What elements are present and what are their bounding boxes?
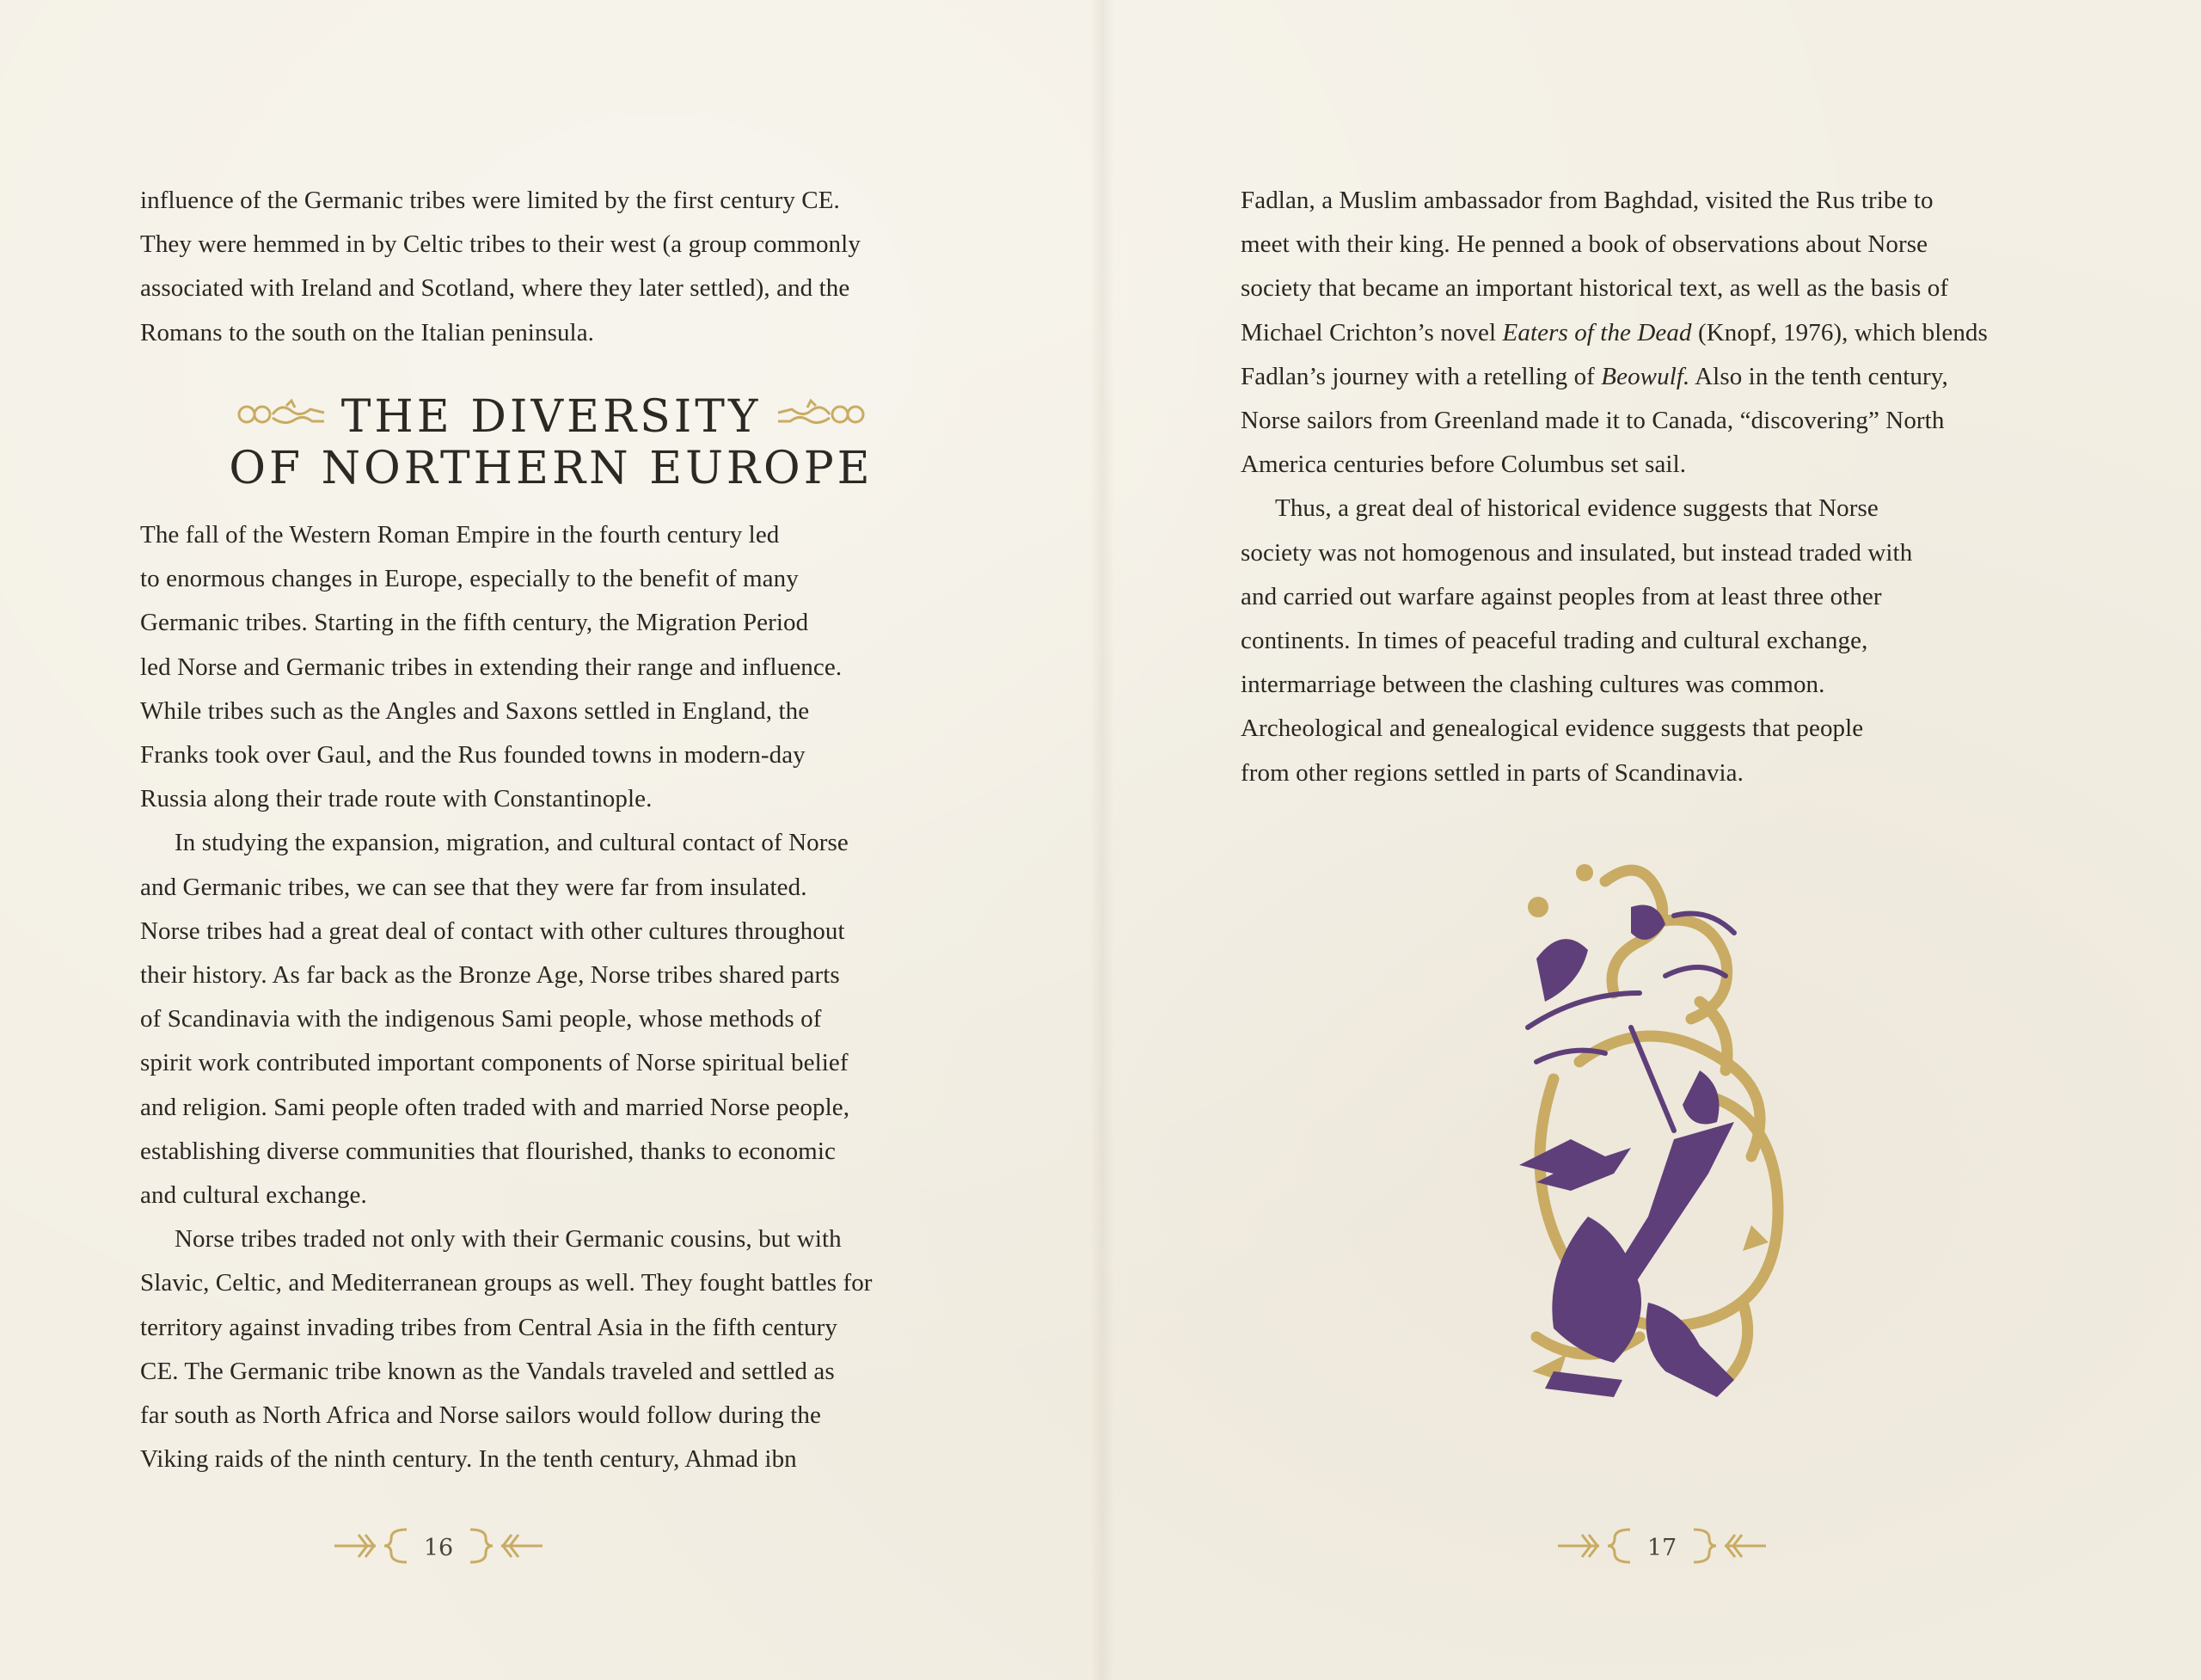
paragraph-3 bbox=[140, 1217, 1000, 1481]
text-line: and religion. Sami people often traded with and married Norse people, bbox=[140, 1093, 850, 1121]
fleuron-left-icon bbox=[333, 1524, 410, 1572]
paragraph-1 bbox=[140, 513, 1000, 821]
text-line: influence of the Germanic tribes were limited by the first century CE. bbox=[140, 187, 840, 214]
text-line: Norse tribes traded not only with their Germanic cousins, but with bbox=[175, 1225, 842, 1254]
text-line: to enormous changes in Europe, especially to the benefit of many bbox=[140, 565, 799, 593]
heading-line-1: THE DIVERSITY bbox=[340, 391, 762, 443]
text-line: Archeological and genealogical evidence suggests that people bbox=[1241, 714, 1864, 743]
text-line: from other regions settled in parts of Scandinavia. bbox=[1241, 758, 1744, 787]
text-line: society was not homogenous and insulated, but instead traded with bbox=[1241, 538, 1913, 567]
left-body-text bbox=[140, 513, 1000, 1481]
text-line: spirit work contributed important components of Norse spiritual belief bbox=[140, 1049, 849, 1077]
fleuron-right-icon bbox=[467, 1524, 544, 1572]
heading-line-2: OF NORTHERN EUROPE bbox=[229, 443, 874, 494]
page-number-footer bbox=[327, 1522, 550, 1573]
right-page bbox=[1100, 0, 2201, 1680]
text-line: America centuries before Columbus set sail. bbox=[1241, 451, 1687, 479]
paragraph-2 bbox=[140, 821, 1000, 1217]
text-line: and cultural exchange. bbox=[140, 1181, 367, 1210]
text-line: Germanic tribes. Starting in the fifth century, the Migration Period bbox=[140, 609, 809, 637]
text-line: far south as North Africa and Norse sailors would follow during the bbox=[140, 1401, 821, 1430]
text-line: Thus, a great deal of historical evidence suggests that Norse bbox=[1275, 494, 1879, 523]
text-line: Norse sailors from Greenland made it to Canada, “discovering” North bbox=[1241, 407, 1945, 435]
text-line: Franks took over Gaul, and the Rus founded towns in modern-day bbox=[140, 741, 806, 769]
text-line: of Scandinavia with the indigenous Sami people, whose methods of bbox=[140, 1005, 822, 1033]
text-run: Fadlan’s journey with a retelling of bbox=[1241, 362, 1602, 390]
poem-title-italic: Beowulf. bbox=[1601, 362, 1690, 390]
book-title-italic: Eaters of the Dead bbox=[1502, 318, 1692, 346]
text-run: Also in the tenth century, bbox=[1689, 362, 1948, 390]
text-line: Romans to the south on the Italian peninsula. bbox=[140, 318, 595, 346]
text-line: and Germanic tribes, we can see that they were far from insulated. bbox=[140, 873, 807, 901]
text-line: In studying the expansion, migration, and cultural contact of Norse bbox=[175, 829, 849, 857]
intro-paragraph bbox=[140, 179, 1000, 355]
text-line: Russia along their trade route with Constantinople. bbox=[140, 785, 653, 813]
text-line: Viking raids of the ninth century. In the tenth century, Ahmad ibn bbox=[140, 1445, 797, 1474]
text-line: intermarriage between the clashing cultures was common. bbox=[1241, 671, 1825, 699]
text-line: The fall of the Western Roman Empire in the fourth century led bbox=[140, 521, 780, 549]
right-body-text bbox=[1241, 179, 2100, 795]
text-line: and carried out warfare against peoples from at least three other bbox=[1241, 582, 1882, 610]
text-run: (Knopf, 1976), which blends bbox=[1691, 318, 1988, 346]
knotwork-ornament-right-icon bbox=[773, 391, 868, 443]
text-line: territory against invading tribes from Central Asia in the fifth century bbox=[140, 1313, 837, 1341]
text-line: They were hemmed in by Celtic tribes to their west (a group commonly bbox=[140, 230, 861, 259]
text-line: establishing diverse communities that flourished, thanks to economic bbox=[140, 1137, 836, 1165]
text-line: Norse tribes had a great deal of contact with other cultures throughout bbox=[140, 917, 845, 945]
fleuron-right-icon bbox=[1690, 1524, 1768, 1572]
text-line: continents. In times of peaceful trading and cultural exchange, bbox=[1241, 627, 1868, 655]
fleuron-left-icon bbox=[1556, 1524, 1634, 1572]
paragraph-2 bbox=[1241, 487, 2100, 794]
left-page bbox=[0, 0, 1100, 1680]
text-line: CE. The Germanic tribe known as the Vandals traveled and settled as bbox=[140, 1357, 835, 1385]
page-number: 17 bbox=[1646, 1534, 1677, 1561]
text-line: meet with their king. He penned a book of observations about Norse bbox=[1241, 230, 1928, 259]
text-line bbox=[1241, 355, 2100, 399]
norse-knotwork-illustration bbox=[1502, 855, 1794, 1444]
text-line: led Norse and Germanic tribes in extending their range and influence. bbox=[140, 653, 843, 681]
text-line: Fadlan, a Muslim ambassador from Baghdad, visited the Rus tribe to bbox=[1241, 187, 1934, 214]
text-line: their history. As far back as the Bronze Age, Norse tribes shared parts bbox=[140, 961, 840, 990]
paragraph-1 bbox=[1241, 179, 2100, 487]
section-heading bbox=[140, 391, 962, 494]
text-line bbox=[1241, 311, 2100, 355]
knotwork-warrior-icon bbox=[1502, 855, 1794, 1444]
page-number: 16 bbox=[423, 1534, 454, 1561]
text-line: While tribes such as the Angles and Saxons settled in England, the bbox=[140, 696, 810, 725]
text-run: Michael Crichton’s novel bbox=[1241, 318, 1503, 346]
text-line: Slavic, Celtic, and Mediterranean groups as well. They fought battles for bbox=[140, 1269, 873, 1297]
text-line: associated with Ireland and Scotland, where they later settled), and the bbox=[140, 274, 850, 303]
text-line: society that became an important historical text, as well as the basis of bbox=[1241, 274, 1949, 303]
page-number-footer bbox=[1550, 1522, 1774, 1573]
knotwork-ornament-left-icon bbox=[235, 391, 329, 443]
